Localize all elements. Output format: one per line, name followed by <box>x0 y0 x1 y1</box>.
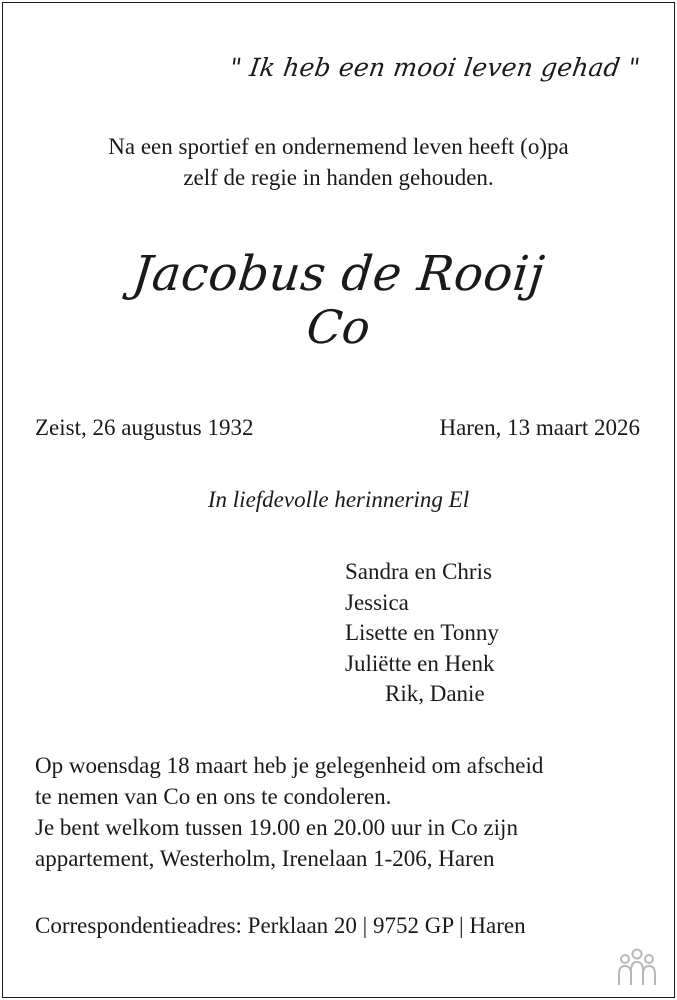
family-member: Juliëtte en Henk <box>345 650 495 676</box>
family-member: Sandra en Chris <box>345 559 492 584</box>
family-member: Rik, Danie <box>385 681 485 706</box>
notice-line: Je bent welkom tussen 19.00 en 20.00 uur in Co zijn <box>35 815 518 840</box>
family-member: Lisette en Tonny <box>345 620 499 645</box>
intro-line: Na een sportief en ondernemend leven heeft (o)pa <box>108 134 569 159</box>
family-member: Jessica <box>345 589 409 615</box>
deceased-name: Jacobus de Rooij <box>129 246 548 302</box>
obituary-card <box>2 2 675 998</box>
birth-date: Zeist, 26 augustus 1932 <box>35 415 254 440</box>
correspondence-address: Correspondentieadres: Perklaan 20 | 9752 GP | Haren <box>35 913 526 938</box>
intro-text <box>3 131 674 193</box>
death-date: Haren, 13 maart 2026 <box>439 415 640 440</box>
notice-line: appartement, Westerholm, Irenelaan 1-206, Haren <box>35 846 495 871</box>
intro-line: zelf de regie in handen gehouden. <box>183 165 494 190</box>
farewell-notice <box>35 750 543 874</box>
quote: " Ik heb een mooi leven gehad " <box>228 53 643 82</box>
people-group-icon <box>612 947 662 987</box>
notice-line: Op woensdag 18 maart heb je gelegenheid om afscheid <box>35 753 544 778</box>
notice-line: te nemen van Co en ons te condoleren. <box>35 784 392 809</box>
deceased-nickname: Co <box>304 300 373 354</box>
family-list <box>345 557 499 710</box>
in-memory-line: In liefdevolle herinnering El <box>207 487 470 512</box>
